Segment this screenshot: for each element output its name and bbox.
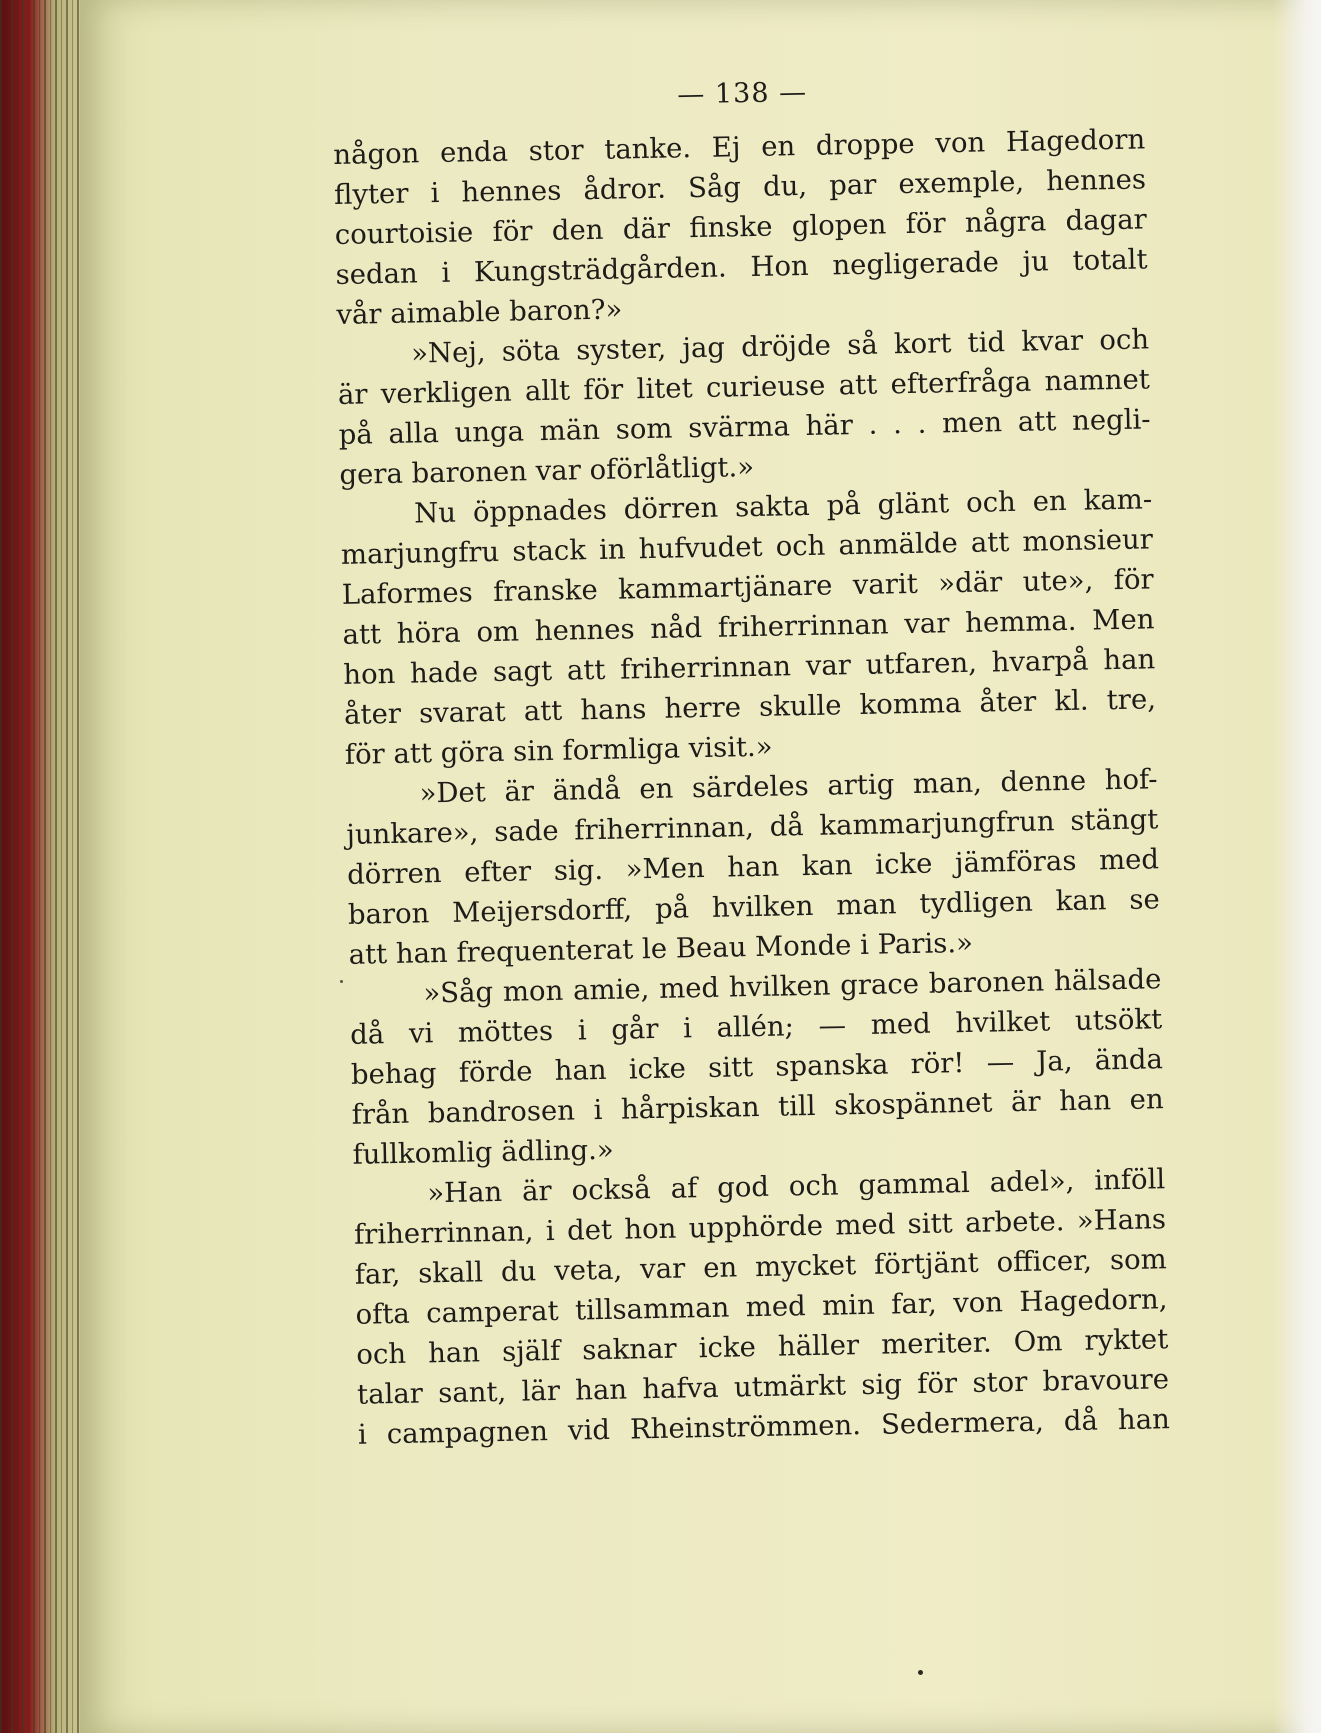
text-line: sedan i Kungsträdgården. Hon negligerade ju totalt — [335, 243, 1148, 291]
text-line: på alla unga män som svärma här . . . men att negli- — [338, 403, 1151, 451]
text-line: marjungfru stack in hufvudet och anmälde att monsieur — [340, 523, 1154, 571]
text-line: talar sant, lär han hafva utmärkt sig för stor bravoure — [356, 1363, 1170, 1411]
text-line: är verkligen allt för litet curieuse att efterfråga namnet — [337, 363, 1151, 411]
text-line: junkare», sade friherrinnan, då kammarjungfrun stängt — [346, 803, 1159, 851]
text-line: åter svarat att hans herre skulle komma åter kl. tre, — [343, 683, 1157, 731]
text-line: Nu öppnades dörren sakta på glänt och en kam- — [413, 483, 1153, 530]
text-line: gera baronen var oförlåtligt.» — [339, 450, 755, 491]
page-right-margin — [1273, 0, 1321, 1733]
text-line: flyter i hennes ådror. Såg du, par exemple, hennes — [333, 163, 1147, 211]
text-line: friherrinnan, i det hon upphörde med sitt arbete. »Hans — [353, 1203, 1167, 1251]
page-text-block — [332, 70, 1179, 1485]
text-line: från bandrosen i hårpiskan till skospännet är han en — [351, 1083, 1164, 1131]
text-line: fullkomlig ädling.» — [352, 1133, 614, 1171]
text-line: ofta camperat tillsamman med min far, von Hagedorn, — [355, 1283, 1168, 1331]
text-line: »Det är ändå en särdeles artig man, denne hof- — [419, 763, 1158, 810]
text-line: för att göra sin formliga visit.» — [344, 730, 773, 771]
text-line: då vi möttes i går i allén; — med hvilket utsökt — [349, 1003, 1163, 1051]
text-line: att höra om hennes nåd friherrinnan var hemma. Men — [342, 603, 1155, 651]
text-line: »Nej, söta syster, jag dröjde så kort tid kvar och — [410, 323, 1150, 370]
text-line: Laformes franske kammartjänare varit »där ute», för — [341, 563, 1154, 611]
text-line: och han själf saknar icke häller meriter. Om ryktet — [356, 1323, 1169, 1371]
text-line: att han frequenterat le Beau Monde i Paris.» — [348, 926, 974, 971]
text-lines — [333, 119, 1178, 1454]
page-number: — 138 — — [677, 76, 808, 111]
text-line: dörren efter sig. »Men han kan icke jämföras med — [346, 843, 1160, 891]
text-line: »Han är också af god och gammal adel», inföll — [426, 1163, 1166, 1210]
text-line: någon enda stor tanke. Ej en droppe von Hagedorn — [333, 123, 1146, 171]
text-line: far, skall du veta, var en mycket förtjänt officer, som — [354, 1243, 1167, 1291]
ink-dot — [918, 1670, 923, 1675]
text-line: baron Meijersdorff, på hvilken man tydligen kan se — [347, 883, 1161, 931]
text-line: courtoisie för den där finske glopen för några dagar — [334, 203, 1148, 251]
ink-speck — [340, 980, 343, 983]
text-line: vår aimable baron?» — [336, 293, 623, 331]
text-line: hon hade sagt att friherrinnan var utfaren, hvarpå han — [343, 643, 1156, 691]
text-line: »Såg mon amie, med hvilken grace baronen hälsade — [423, 963, 1162, 1010]
text-line: i campagnen vid Rheinströmmen. Sedermera, då han — [357, 1403, 1171, 1451]
text-line: behag förde han icke sitt spanska rör! — Ja, ända — [350, 1043, 1164, 1091]
